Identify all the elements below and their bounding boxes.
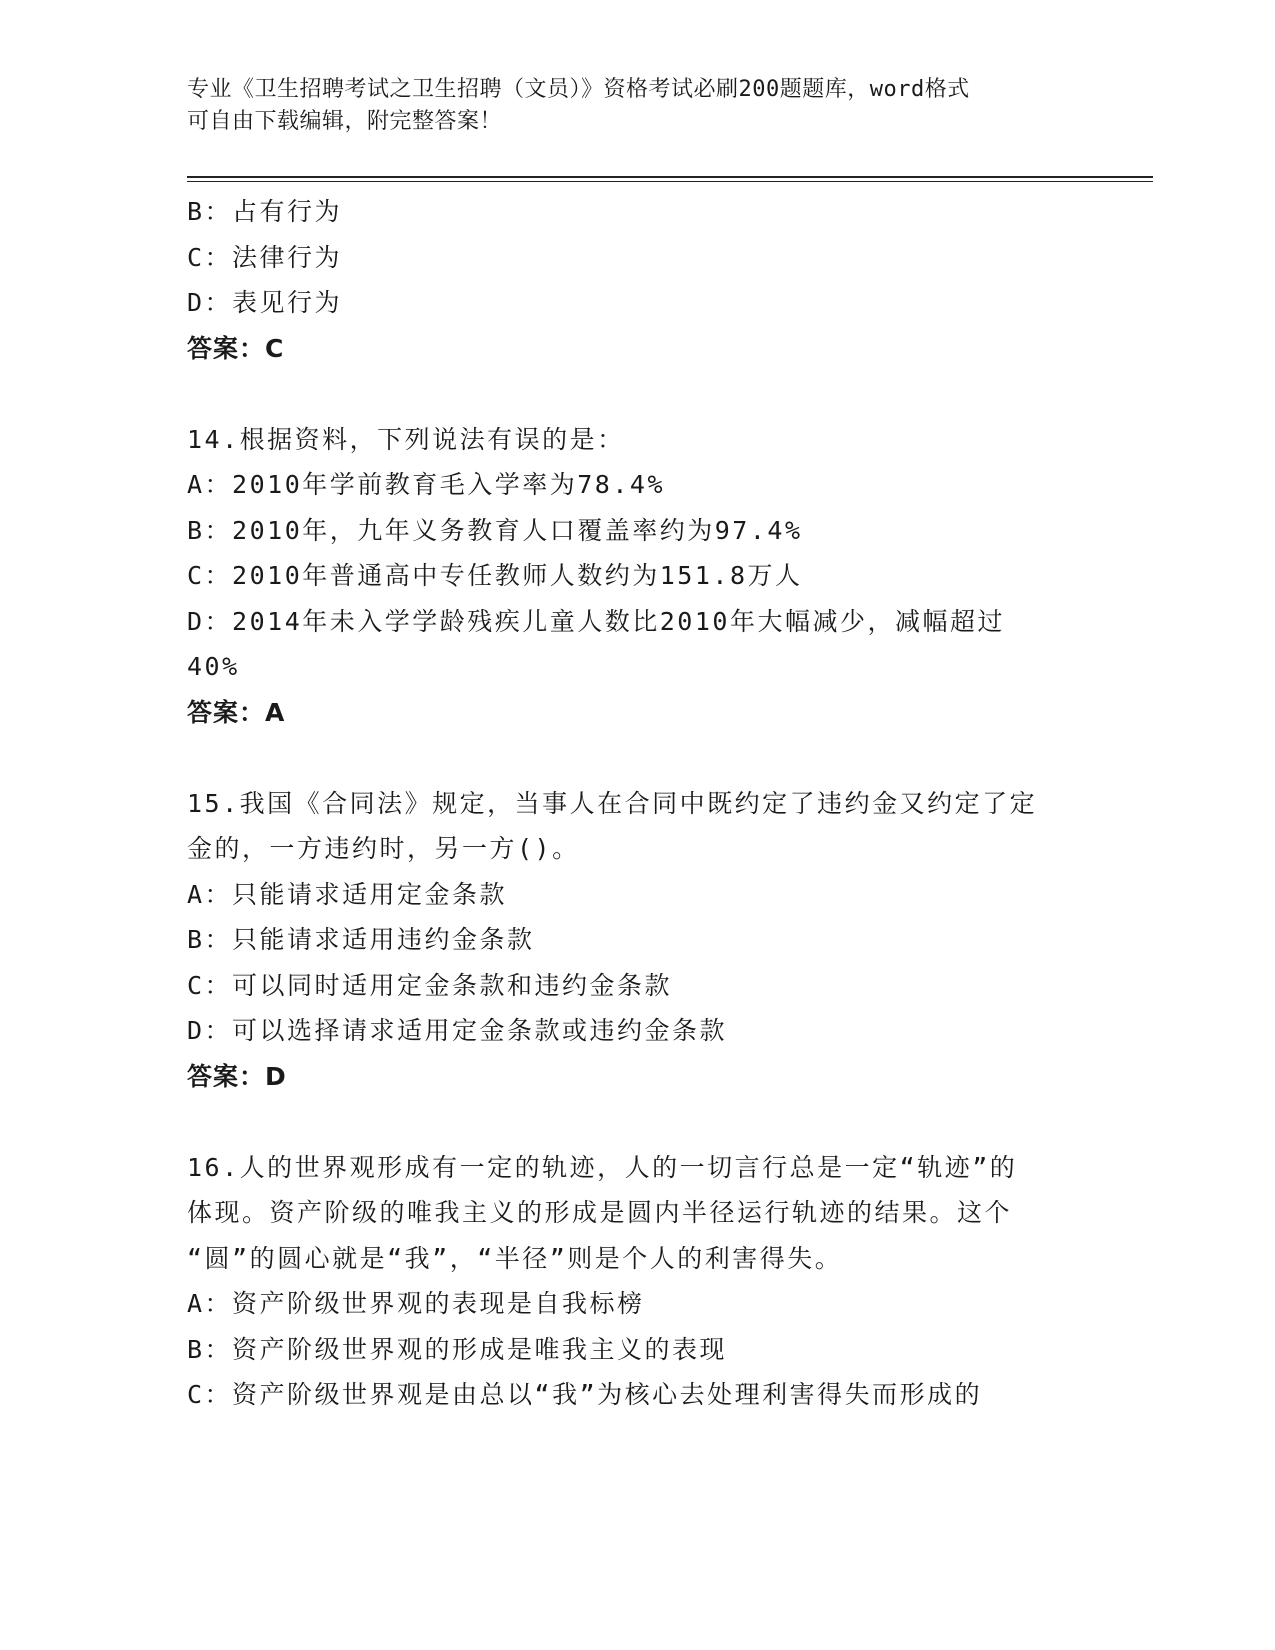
document-header <box>187 74 1067 138</box>
q15-option-c: C：可以同时适用定金条款和违约金条款 <box>187 970 673 1000</box>
header-title-line-2: 可自由下载编辑，附完整答案！ <box>187 109 503 134</box>
header-divider-thick <box>187 176 1153 178</box>
q13-option-d: D：表见行为 <box>187 288 343 317</box>
header-title-line-1: 专业《卫生招聘考试之卫生招聘（文员）》资格考试必刷200题题库，word格式 <box>187 77 970 102</box>
q14-stem: 14.根据资料，下列说法有误的是： <box>187 424 625 454</box>
q14-option-c: C：2010年普通高中专任教师人数约为151.8万人 <box>187 561 803 590</box>
q16-option-c: C：资产阶级世界观是由总以“我”为核心去处理利害得失而形成的 <box>187 1380 983 1409</box>
q15-answer: 答案：D <box>187 1061 287 1091</box>
q16-option-b: B：资产阶级世界观的形成是唯我主义的表现 <box>187 1334 728 1364</box>
q16-stem-line-1: 16.人的世界观形成有一定的轨迹，人的一切言行总是一定“轨迹”的 <box>187 1152 1018 1182</box>
q15-stem-line-1: 15.我国《合同法》规定，当事人在合同中既约定了违约金又约定了定 <box>187 788 1038 818</box>
q14-option-d-line-2: 40% <box>187 652 240 681</box>
q15-option-b: B：只能请求适用违约金条款 <box>187 925 535 954</box>
question-spacer <box>187 1099 1087 1145</box>
q16-option-a: A：资产阶级世界观的表现是自我标榜 <box>187 1289 645 1318</box>
q15-stem-line-2: 金的，一方违约时，另一方()。 <box>187 834 580 863</box>
q14-answer: 答案：A <box>187 697 286 727</box>
question-spacer <box>187 735 1087 781</box>
q14-option-d-line-1: D：2014年未入学学龄残疾儿童人数比2010年大幅减少，减幅超过 <box>187 606 1005 636</box>
question-14 <box>187 417 1087 736</box>
q13-option-b: B：占有行为 <box>187 197 343 226</box>
question-15 <box>187 781 1087 1100</box>
q16-stem-line-2: 体现。资产阶级的唯我主义的形成是圆内半径运行轨迹的结果。这个 <box>187 1198 1013 1227</box>
q13-answer: 答案：C <box>187 333 285 363</box>
q14-option-b: B：2010年，九年义务教育人口覆盖率约为97.4% <box>187 515 803 545</box>
q16-stem-line-3: “圆”的圆心就是“我”，“半径”则是个人的利害得失。 <box>187 1243 843 1273</box>
question-13 <box>187 189 1087 371</box>
q14-option-a: A：2010年学前教育毛入学率为78.4% <box>187 470 666 499</box>
header-divider-thin <box>187 181 1153 182</box>
q15-option-d: D：可以选择请求适用定金条款或违约金条款 <box>187 1016 728 1045</box>
q13-option-c: C：法律行为 <box>187 242 343 272</box>
q15-option-a: A：只能请求适用定金条款 <box>187 879 508 909</box>
question-spacer <box>187 371 1087 417</box>
question-list <box>187 189 1087 1418</box>
question-16 <box>187 1145 1087 1418</box>
